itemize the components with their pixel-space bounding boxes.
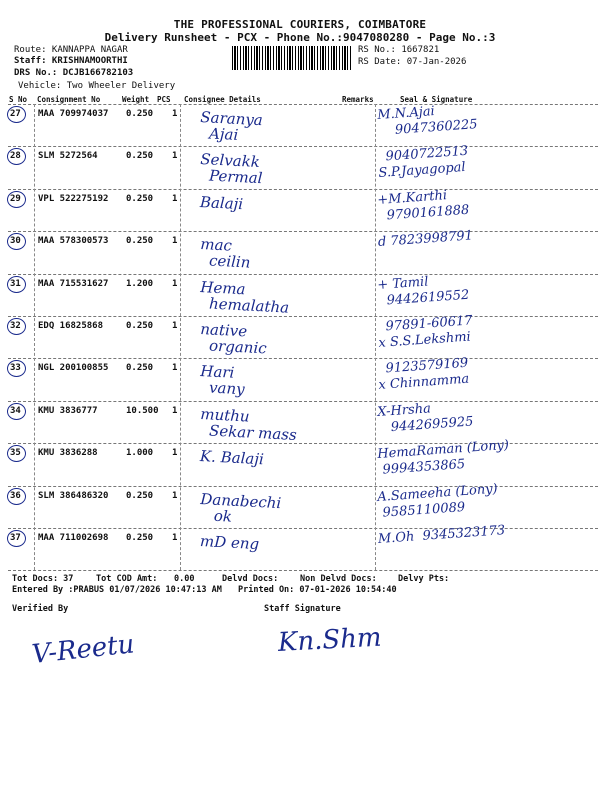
delivery-points: Delvy Pts: (398, 574, 450, 584)
row-weight: 0.250 (126, 151, 154, 162)
row-serial-number: 32 (10, 321, 21, 331)
row-pieces: 1 (172, 236, 178, 247)
company-title: THE PROFESSIONAL COURIERS, COIMBATORE (173, 18, 427, 31)
row-seal-signature-handwriting: X-Hrsha 9442695925 (376, 401, 474, 436)
row-pieces: 1 (172, 533, 178, 543)
row-seal-signature-handwriting: 97891-60617 x S.S.Lekshmi (376, 313, 474, 351)
row-consignee-handwriting: Hari vany (199, 362, 246, 399)
row-pieces: 1 (172, 448, 178, 459)
row-serial-number: 30 (10, 236, 21, 247)
non-delivered-docs: Non Delvd Docs: (300, 574, 377, 584)
runsheet-subtitle: Delivery Runsheet - PCX - Phone No.:9047080280 - Page No.:3 (104, 31, 496, 44)
row-divider (8, 401, 598, 402)
drs-label: DRS No.: DCJB166782103 (14, 68, 134, 78)
entered-by: Entered By :PRABUS 01/07/2026 10:47:13 AM (12, 585, 222, 595)
row-divider (8, 231, 598, 232)
row-consignment-number: SLM 386486320 (38, 490, 109, 501)
row-weight: 0.250 (126, 109, 154, 119)
row-consignment-number: MAA 715531627 (38, 278, 109, 289)
row-consignment-number: MAA 578300573 (38, 236, 109, 247)
row-weight: 0.250 (126, 193, 154, 204)
row-weight: 0.250 (126, 321, 154, 331)
row-seal-signature-handwriting: HemaRaman (Lony) 9994353865 (376, 438, 510, 479)
sno-consignment-separator (34, 104, 35, 570)
row-consignee-handwriting: K. Balaji (199, 447, 265, 469)
row-serial-number: 33 (10, 363, 21, 374)
row-consignee-handwriting: mac ceilin (199, 235, 251, 272)
row-pieces: 1 (172, 109, 178, 119)
row-serial-number: 31 (10, 278, 21, 289)
row-seal-signature-handwriting: A.Sameeha (Lony) 9585110089 (376, 481, 499, 521)
row-pieces: 1 (172, 490, 178, 501)
col-weight: Weight (122, 95, 150, 104)
row-serial-number: 35 (10, 448, 21, 459)
row-divider (8, 528, 598, 529)
col-remarks: Remarks (342, 95, 374, 104)
row-consignee-handwriting: mD eng (199, 532, 260, 554)
barcode-image (232, 46, 352, 70)
staff-signature: Kn.Shm (277, 622, 383, 658)
col-sno: S No (9, 95, 28, 104)
row-weight: 0.250 (126, 490, 154, 501)
total-docs: Tot Docs: 37 (12, 574, 74, 584)
row-seal-signature-handwriting: M.Oh 9345323173 (377, 523, 506, 547)
remarks-seal-separator (375, 104, 376, 570)
row-weight: 0.250 (126, 363, 154, 374)
row-divider (8, 316, 598, 317)
row-seal-signature-handwriting: 9040722513 S.P.Jayagopal (376, 144, 469, 182)
row-seal-signature-handwriting: + Tamil 9442619552 (376, 274, 470, 309)
row-pieces: 1 (172, 278, 178, 289)
row-consignment-number: KMU 3836288 (38, 448, 98, 459)
row-consignment-number: MAA 711002698 (38, 533, 109, 543)
row-pieces: 1 (172, 193, 178, 204)
row-weight: 1.200 (126, 278, 154, 289)
row-pieces: 1 (172, 321, 178, 331)
rs-date: RS Date: 07-Jan-2026 (358, 57, 467, 67)
row-consignee-handwriting: Selvakk Permal (199, 150, 263, 188)
delivered-docs: Delvd Docs: (222, 574, 279, 584)
row-seal-signature-handwriting: M.N.Ajai 9047360225 (376, 104, 479, 139)
verified-by-label: Verified By (12, 604, 69, 614)
row-consignee-handwriting: muthu Sekar mass (199, 404, 298, 444)
row-divider (8, 570, 598, 571)
row-divider (8, 486, 598, 487)
row-pieces: 1 (172, 405, 178, 416)
col-pcs: PCS (157, 95, 171, 104)
verifier-signature: V-Reetu (30, 629, 136, 670)
row-consignee-handwriting: Danabechi ok (199, 489, 282, 526)
row-consignment-number: SLM 5272564 (38, 151, 98, 162)
row-consignment-number: MAA 709974037 (38, 109, 109, 119)
staff-label: Staff: KRISHNAMOORTHI (14, 56, 128, 66)
printed-on: Printed On: 07-01-2026 10:54:40 (238, 585, 397, 595)
row-consignee-handwriting: Balaji (199, 192, 244, 214)
row-serial-number: 27 (10, 109, 21, 119)
row-weight: 10.500 (126, 405, 159, 416)
pcs-consignee-separator (180, 104, 181, 570)
row-consignment-number: VPL 522275192 (38, 193, 109, 204)
row-serial-number: 28 (10, 151, 21, 162)
total-cod-amount: 0.00 (174, 574, 195, 584)
col-seal-signature: Seal & Signature (400, 95, 473, 104)
row-divider (8, 443, 598, 444)
row-divider (8, 358, 598, 359)
row-weight: 0.250 (126, 236, 154, 247)
col-consignment: Consignment No (37, 95, 101, 104)
row-consignee-handwriting: Saranya Ajai (199, 108, 264, 145)
row-pieces: 1 (172, 363, 178, 374)
row-seal-signature-handwriting: +M.Karthi 9790161888 (376, 187, 470, 224)
staff-signature-label: Staff Signature (264, 604, 341, 614)
rs-number: RS No.: 1667821 (358, 45, 440, 55)
row-serial-number: 34 (10, 405, 21, 416)
row-consignee-handwriting: native organic (199, 320, 268, 358)
row-seal-signature-handwriting: d 7823998791 (377, 228, 474, 251)
vehicle-label: Vehicle: Two Wheeler Delivery (18, 81, 176, 91)
row-divider (8, 189, 598, 190)
route-label: Route: KANNAPPA NAGAR (14, 45, 128, 55)
header-divider (8, 104, 598, 105)
row-consignment-number: EDQ 16825868 (38, 321, 104, 331)
row-consignee-handwriting: Hema hemalatha (199, 277, 290, 317)
total-cod-label: Tot COD Amt: (96, 574, 158, 584)
col-consignee: Consignee Details (184, 95, 261, 104)
row-weight: 1.000 (126, 448, 154, 459)
row-consignment-number: KMU 3836777 (38, 405, 98, 416)
row-consignment-number: NGL 200100855 (38, 363, 109, 374)
row-divider (8, 274, 598, 275)
row-divider (8, 146, 598, 147)
row-seal-signature-handwriting: 9123579169 x Chinnamma (376, 356, 470, 394)
row-serial-number: 37 (10, 533, 21, 543)
row-serial-number: 29 (10, 193, 21, 204)
row-weight: 0.250 (126, 533, 154, 543)
row-pieces: 1 (172, 151, 178, 162)
row-serial-number: 36 (10, 490, 21, 501)
